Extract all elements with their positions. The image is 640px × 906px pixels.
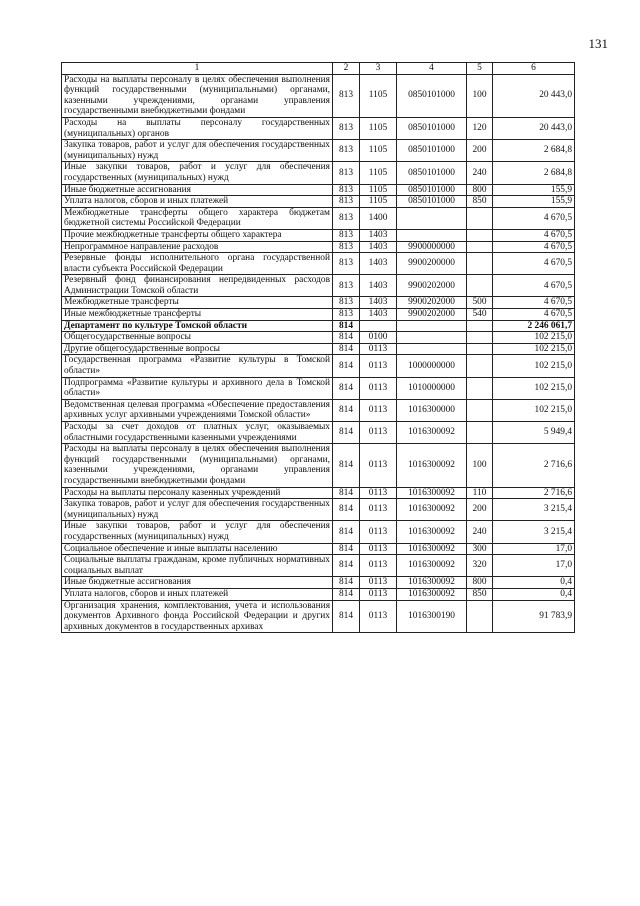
column-header: 2	[333, 63, 360, 75]
row-name-cell: Расходы на выплаты персоналу государственных (муниципальных) органов	[62, 117, 333, 139]
row-ved-cell: 814	[333, 444, 360, 487]
row-amount-cell: 0,4	[493, 588, 575, 600]
row-name-cell: Закупка товаров, работ и услуг для обеспечения государственных (муниципальных) нужд	[62, 499, 333, 521]
row-amount-cell: 4 670,5	[493, 241, 575, 253]
row-ved-cell: 814	[333, 543, 360, 555]
row-section-cell: 0113	[360, 422, 397, 444]
row-amount-cell: 155,9	[493, 184, 575, 196]
row-name-cell: Иные закупки товаров, работ и услуг для обеспечения государственных (муниципальных) нужд	[62, 521, 333, 543]
row-amount-cell: 91 783,9	[493, 600, 575, 633]
row-section-cell	[360, 320, 397, 332]
row-amount-cell: 3 215,4	[493, 499, 575, 521]
row-expense-type-cell: 850	[467, 588, 493, 600]
row-ved-cell: 814	[333, 343, 360, 355]
row-ved-cell: 813	[333, 117, 360, 139]
row-ved-cell: 814	[333, 600, 360, 633]
row-ved-cell: 813	[333, 275, 360, 297]
row-ved-cell: 813	[333, 74, 360, 117]
row-expense-type-cell: 240	[467, 521, 493, 543]
row-expense-type-cell	[467, 343, 493, 355]
table-row	[62, 555, 575, 577]
row-target-article-cell: 1016300092	[397, 577, 467, 589]
row-section-cell: 1105	[360, 140, 397, 162]
row-name-cell: Иные бюджетные ассигнования	[62, 577, 333, 589]
row-section-cell: 1105	[360, 74, 397, 117]
row-target-article-cell: 1016300092	[397, 521, 467, 543]
row-ved-cell: 813	[333, 162, 360, 184]
table-row	[62, 196, 575, 208]
row-section-cell: 1403	[360, 275, 397, 297]
row-target-article-cell: 1016300190	[397, 600, 467, 633]
column-header: 3	[360, 63, 397, 75]
row-section-cell: 0113	[360, 521, 397, 543]
row-section-cell: 0113	[360, 377, 397, 399]
row-amount-cell: 17,0	[493, 543, 575, 555]
row-target-article-cell: 1016300092	[397, 487, 467, 499]
row-name-cell: Иные межбюджетные трансферты	[62, 309, 333, 321]
row-expense-type-cell: 200	[467, 140, 493, 162]
row-expense-type-cell: 540	[467, 309, 493, 321]
row-amount-cell: 4 670,5	[493, 309, 575, 321]
row-amount-cell: 0,4	[493, 577, 575, 589]
row-expense-type-cell	[467, 355, 493, 377]
row-amount-cell: 5 949,4	[493, 422, 575, 444]
row-section-cell: 1403	[360, 229, 397, 241]
column-header: 4	[397, 63, 467, 75]
table-row	[62, 162, 575, 184]
row-expense-type-cell	[467, 241, 493, 253]
row-target-article-cell: 1016300092	[397, 555, 467, 577]
row-target-article-cell: 1016300092	[397, 588, 467, 600]
row-ved-cell: 814	[333, 422, 360, 444]
row-amount-cell: 3 215,4	[493, 521, 575, 543]
row-target-article-cell: 1016300092	[397, 444, 467, 487]
row-expense-type-cell	[467, 600, 493, 633]
row-name-cell: Иные бюджетные ассигнования	[62, 184, 333, 196]
row-ved-cell: 814	[333, 487, 360, 499]
row-expense-type-cell: 110	[467, 487, 493, 499]
table-row	[62, 577, 575, 589]
row-name-cell: Резервный фонд финансирования непредвиденных расходов Администрации Томской области	[62, 275, 333, 297]
row-ved-cell: 813	[333, 196, 360, 208]
page-number: 131	[588, 36, 608, 51]
row-ved-cell: 813	[333, 253, 360, 275]
row-amount-cell: 102 215,0	[493, 343, 575, 355]
table-row	[62, 241, 575, 253]
row-section-cell: 1403	[360, 297, 397, 309]
row-section-cell: 0113	[360, 444, 397, 487]
row-amount-cell: 4 670,5	[493, 275, 575, 297]
row-target-article-cell: 0850101000	[397, 140, 467, 162]
row-section-cell: 0113	[360, 600, 397, 633]
column-header: 5	[467, 63, 493, 75]
table-row	[62, 297, 575, 309]
row-target-article-cell	[397, 343, 467, 355]
row-amount-cell: 2 716,6	[493, 444, 575, 487]
table-row	[62, 275, 575, 297]
row-amount-cell: 17,0	[493, 555, 575, 577]
row-target-article-cell: 0850101000	[397, 74, 467, 117]
row-ved-cell: 814	[333, 332, 360, 344]
row-section-cell: 0113	[360, 343, 397, 355]
row-name-cell: Другие общегосударственные вопросы	[62, 343, 333, 355]
row-name-cell: Расходы на выплаты персоналу в целях обеспечения выполнения функций государственными (муниципальными) органами, казенными учреждениями, органами управления государственными внебюджетными фондами	[62, 444, 333, 487]
row-section-cell: 0113	[360, 588, 397, 600]
row-ved-cell: 813	[333, 207, 360, 229]
table-row	[62, 444, 575, 487]
row-target-article-cell: 1010000000	[397, 377, 467, 399]
row-expense-type-cell: 100	[467, 444, 493, 487]
row-name-cell: Межбюджетные трансферты общего характера бюджетам бюджетной системы Российской Федерации	[62, 207, 333, 229]
row-name-cell: Прочие межбюджетные трансферты общего характера	[62, 229, 333, 241]
row-expense-type-cell	[467, 275, 493, 297]
row-ved-cell: 813	[333, 297, 360, 309]
table-row	[62, 309, 575, 321]
row-expense-type-cell: 240	[467, 162, 493, 184]
row-name-cell: Подпрограмма «Развитие культуры и архивного дела в Томской области»	[62, 377, 333, 399]
row-amount-cell: 102 215,0	[493, 332, 575, 344]
row-expense-type-cell: 320	[467, 555, 493, 577]
row-target-article-cell: 0850101000	[397, 196, 467, 208]
row-amount-cell: 102 215,0	[493, 399, 575, 421]
table-row	[62, 487, 575, 499]
column-header: 1	[62, 63, 333, 75]
row-expense-type-cell	[467, 422, 493, 444]
row-target-article-cell: 9900202000	[397, 275, 467, 297]
row-ved-cell: 814	[333, 588, 360, 600]
row-target-article-cell: 1000000000	[397, 355, 467, 377]
row-target-article-cell	[397, 207, 467, 229]
row-expense-type-cell: 850	[467, 196, 493, 208]
row-amount-cell: 20 443,0	[493, 117, 575, 139]
row-name-cell: Ведомственная целевая программа «Обеспечение предоставления архивных услуг архивными учреждениями Томской области»	[62, 399, 333, 421]
table-row	[62, 343, 575, 355]
row-name-cell: Расходы на выплаты персоналу казенных учреждений	[62, 487, 333, 499]
table-row	[62, 588, 575, 600]
row-ved-cell: 814	[333, 577, 360, 589]
row-name-cell: Расходы на выплаты персоналу в целях обеспечения выполнения функций государственными (муниципальными) органами, казенными учреждениями, органами управления государственными внебюджетными фондами	[62, 74, 333, 117]
row-section-cell: 1403	[360, 253, 397, 275]
row-ved-cell: 813	[333, 140, 360, 162]
row-target-article-cell	[397, 320, 467, 332]
row-ved-cell: 813	[333, 184, 360, 196]
row-expense-type-cell	[467, 253, 493, 275]
row-amount-cell: 102 215,0	[493, 377, 575, 399]
row-ved-cell: 813	[333, 241, 360, 253]
row-ved-cell: 814	[333, 499, 360, 521]
row-expense-type-cell: 200	[467, 499, 493, 521]
row-expense-type-cell: 800	[467, 577, 493, 589]
table-row	[62, 600, 575, 633]
row-target-article-cell: 9900200000	[397, 253, 467, 275]
table-row	[62, 253, 575, 275]
table-row	[62, 74, 575, 117]
table-row	[62, 207, 575, 229]
row-name-cell: Закупка товаров, работ и услуг для обеспечения государственных (муниципальных) нужд	[62, 140, 333, 162]
row-expense-type-cell	[467, 377, 493, 399]
row-target-article-cell: 1016300092	[397, 499, 467, 521]
row-amount-cell: 4 670,5	[493, 229, 575, 241]
row-section-cell: 1105	[360, 196, 397, 208]
row-amount-cell: 4 670,5	[493, 253, 575, 275]
row-name-cell: Департамент по культуре Томской области	[62, 320, 333, 332]
table-row	[62, 229, 575, 241]
row-section-cell: 1403	[360, 241, 397, 253]
row-name-cell: Межбюджетные трансферты	[62, 297, 333, 309]
row-section-cell: 0113	[360, 577, 397, 589]
row-name-cell: Расходы за счет доходов от платных услуг, оказываемых областными государственными казенными учреждениями	[62, 422, 333, 444]
row-ved-cell: 814	[333, 355, 360, 377]
row-expense-type-cell	[467, 207, 493, 229]
row-amount-cell: 2 246 061,7	[493, 320, 575, 332]
row-section-cell: 0113	[360, 543, 397, 555]
row-name-cell: Резервные фонды исполнительного органа государственной власти субъекта Российской Федерации	[62, 253, 333, 275]
row-target-article-cell	[397, 332, 467, 344]
row-section-cell: 0113	[360, 499, 397, 521]
row-section-cell: 0113	[360, 399, 397, 421]
table-row	[62, 332, 575, 344]
row-amount-cell: 2 684,8	[493, 140, 575, 162]
column-number-row	[62, 63, 575, 75]
row-target-article-cell: 1016300000	[397, 399, 467, 421]
table-row	[62, 521, 575, 543]
row-section-cell: 0100	[360, 332, 397, 344]
row-expense-type-cell: 100	[467, 74, 493, 117]
row-section-cell: 1400	[360, 207, 397, 229]
row-target-article-cell: 9900000000	[397, 241, 467, 253]
row-expense-type-cell	[467, 320, 493, 332]
row-target-article-cell: 9900202000	[397, 297, 467, 309]
row-target-article-cell: 0850101000	[397, 162, 467, 184]
row-section-cell: 1105	[360, 117, 397, 139]
row-amount-cell: 4 670,5	[493, 207, 575, 229]
row-ved-cell: 814	[333, 521, 360, 543]
row-amount-cell: 2 684,8	[493, 162, 575, 184]
row-target-article-cell: 0850101000	[397, 184, 467, 196]
row-target-article-cell: 9900202000	[397, 309, 467, 321]
row-section-cell: 0113	[360, 355, 397, 377]
row-expense-type-cell	[467, 399, 493, 421]
row-expense-type-cell: 800	[467, 184, 493, 196]
row-amount-cell: 102 215,0	[493, 355, 575, 377]
row-amount-cell: 2 716,6	[493, 487, 575, 499]
row-section-cell: 0113	[360, 555, 397, 577]
row-target-article-cell: 1016300092	[397, 422, 467, 444]
row-expense-type-cell: 500	[467, 297, 493, 309]
table-row	[62, 499, 575, 521]
row-target-article-cell: 1016300092	[397, 543, 467, 555]
table-row	[62, 184, 575, 196]
row-section-cell: 0113	[360, 487, 397, 499]
row-amount-cell: 4 670,5	[493, 297, 575, 309]
row-name-cell: Организация хранения, комплектования, учета и использования документов Архивного фонда Российской Федерации и других архивных документов в государственных архивах	[62, 600, 333, 633]
row-target-article-cell	[397, 229, 467, 241]
row-ved-cell: 814	[333, 377, 360, 399]
table-row	[62, 543, 575, 555]
row-name-cell: Социальные выплаты гражданам, кроме публичных нормативных социальных выплат	[62, 555, 333, 577]
table-row	[62, 422, 575, 444]
row-amount-cell: 20 443,0	[493, 74, 575, 117]
row-name-cell: Непрограммное направление расходов	[62, 241, 333, 253]
row-expense-type-cell	[467, 229, 493, 241]
table-row	[62, 399, 575, 421]
row-ved-cell: 814	[333, 555, 360, 577]
row-target-article-cell: 0850101000	[397, 117, 467, 139]
row-ved-cell: 813	[333, 229, 360, 241]
table-row	[62, 140, 575, 162]
table-row	[62, 377, 575, 399]
table-row	[62, 355, 575, 377]
table-row	[62, 320, 575, 332]
row-section-cell: 1105	[360, 184, 397, 196]
row-ved-cell: 814	[333, 320, 360, 332]
column-header: 6	[493, 63, 575, 75]
row-name-cell: Общегосударственные вопросы	[62, 332, 333, 344]
row-ved-cell: 813	[333, 309, 360, 321]
row-name-cell: Иные закупки товаров, работ и услуг для обеспечения государственных (муниципальных) нужд	[62, 162, 333, 184]
budget-table	[61, 62, 575, 633]
row-ved-cell: 814	[333, 399, 360, 421]
row-expense-type-cell	[467, 332, 493, 344]
row-name-cell: Уплата налогов, сборов и иных платежей	[62, 588, 333, 600]
row-section-cell: 1105	[360, 162, 397, 184]
row-amount-cell: 155,9	[493, 196, 575, 208]
row-name-cell: Уплата налогов, сборов и иных платежей	[62, 196, 333, 208]
row-expense-type-cell: 120	[467, 117, 493, 139]
row-expense-type-cell: 300	[467, 543, 493, 555]
row-name-cell: Социальное обеспечение и иные выплаты населению	[62, 543, 333, 555]
row-name-cell: Государственная программа «Развитие культуры в Томской области»	[62, 355, 333, 377]
table-row	[62, 117, 575, 139]
row-section-cell: 1403	[360, 309, 397, 321]
